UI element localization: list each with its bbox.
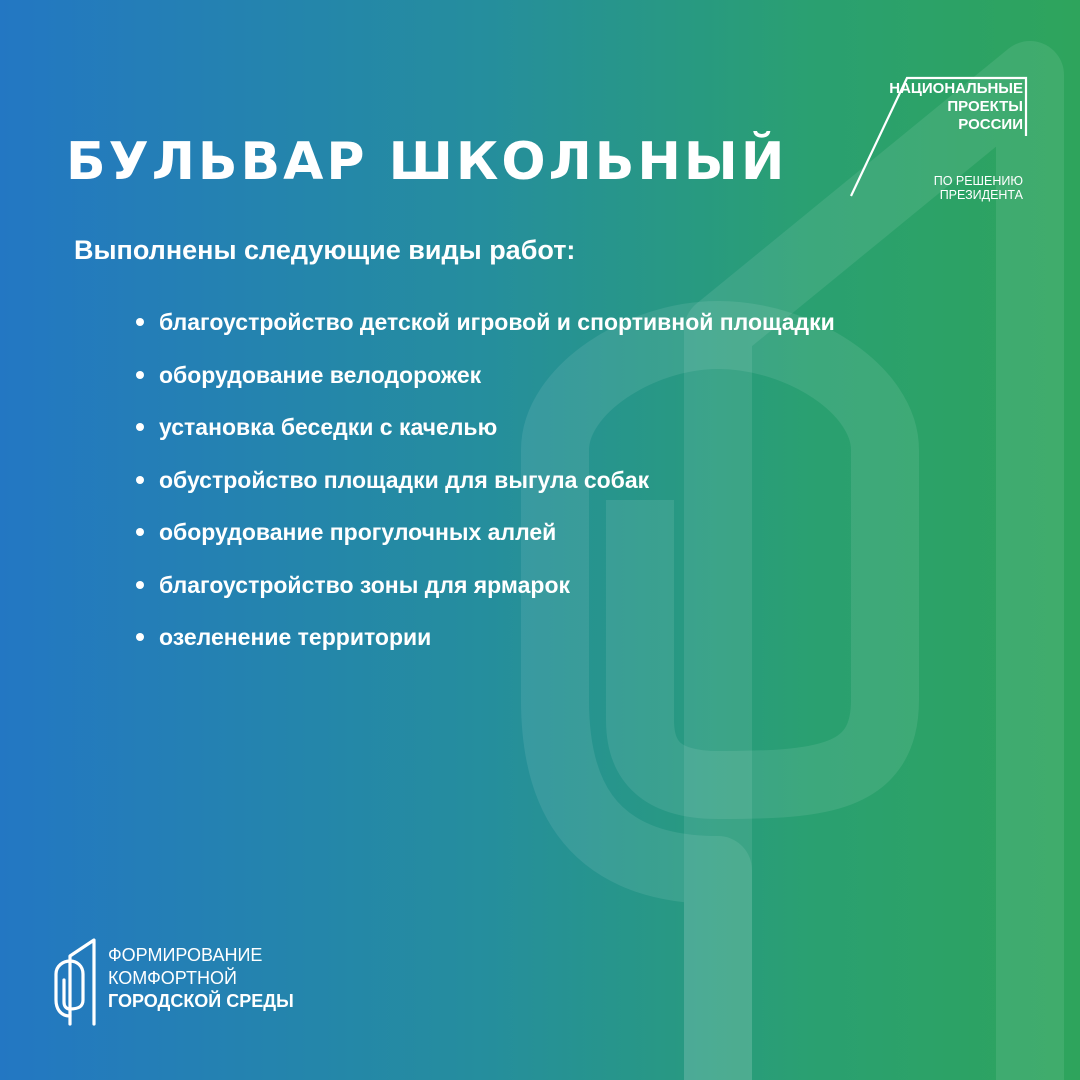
national-projects-line2: ПРОЕКТЫ	[947, 98, 1023, 115]
list-item	[130, 296, 835, 349]
list-item	[130, 401, 835, 454]
work-item-text: озеленение территории	[159, 624, 432, 651]
works-list	[130, 296, 835, 664]
national-projects-line3: РОССИИ	[958, 116, 1023, 133]
comfortable-city-logo	[52, 936, 332, 1026]
program-line3: ГОРОДСКОЙ СРЕДЫ	[108, 991, 294, 1011]
bullet-icon	[136, 476, 144, 484]
work-item-text: оборудование прогулочных аллей	[159, 519, 557, 546]
comfortable-city-emblem-icon	[52, 936, 100, 1026]
bullet-icon	[136, 528, 144, 536]
bullet-icon	[136, 318, 144, 326]
program-line2: КОМФОРТНОЙ	[108, 968, 237, 988]
national-projects-sub2: ПРЕЗИДЕНТА	[939, 188, 1023, 202]
bullet-icon	[136, 633, 144, 641]
national-projects-logo	[845, 72, 1035, 207]
list-item	[130, 454, 835, 507]
list-item	[130, 349, 835, 402]
work-item-text: благоустройство зоны для ярмарок	[159, 571, 571, 598]
list-item	[130, 506, 835, 559]
work-item-text: оборудование велодорожек	[159, 361, 482, 388]
program-line1: ФОРМИРОВАНИЕ	[108, 945, 263, 965]
list-item	[130, 611, 835, 664]
work-item-text: обустройство площадки для выгула собак	[159, 466, 650, 493]
bullet-icon	[136, 371, 144, 379]
work-item-text: благоустройство детской игровой и спортивной площадки	[159, 309, 835, 336]
page-title: БУЛЬВАР ШКОЛЬНЫЙ	[66, 132, 788, 192]
bullet-icon	[136, 423, 144, 431]
works-heading: Выполнены следующие виды работ:	[74, 235, 576, 265]
list-item	[130, 559, 835, 612]
bullet-icon	[136, 581, 144, 589]
work-item-text: установка беседки с качелью	[159, 414, 498, 441]
national-projects-line1: НАЦИОНАЛЬНЫЕ	[889, 80, 1023, 97]
national-projects-sub1: ПО РЕШЕНИЮ	[933, 174, 1023, 188]
